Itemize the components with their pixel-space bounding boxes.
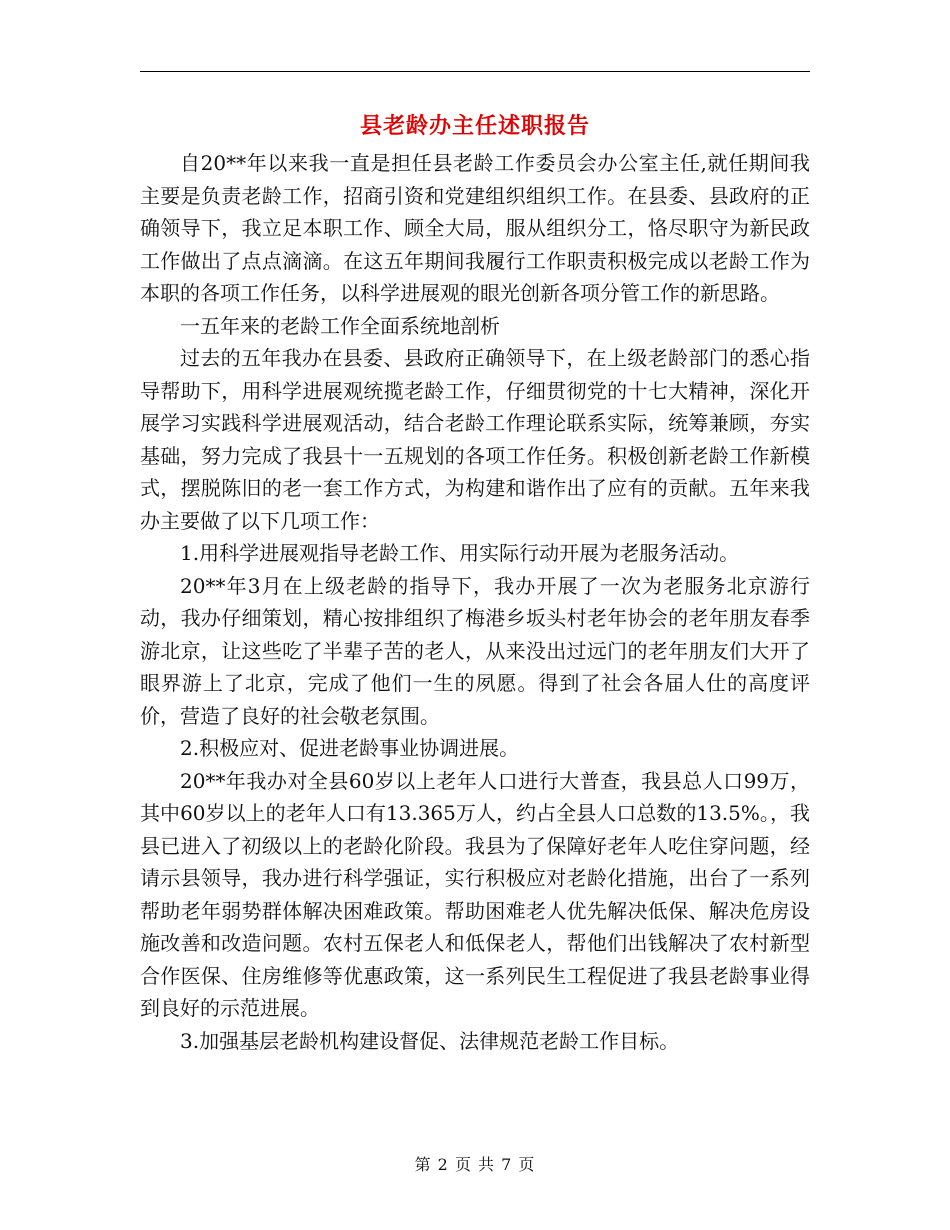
paragraph-item-2-heading: 2.积极应对、促进老龄事业协调进展。 xyxy=(180,736,520,760)
paragraph-item-1-heading: 1.用科学进展观指导老龄工作、用实际行动开展为老服务活动。 xyxy=(180,541,740,565)
document-body xyxy=(140,147,810,1057)
paragraph-item-3-heading: 3.加强基层老龄机构建设督促、法律规范老龄工作目标。 xyxy=(180,1028,680,1053)
paragraph-intro: 自20**年以来我一直是担任县老龄工作委员会办公室主任,就任期间我主要是负责老龄工作，招商引资和党建组织组织工作。在县委、县政府的正确领导下，我立足本职工作、顾全大局，服从组织分工，恪尽职守为新民政工作做出了点点滴滴。在这五年期间我履行工作职责积极完成以老龄工作为本职的各项工作任务，以科学进展观的眼光创新各项分管工作的新思路。 xyxy=(140,151,810,305)
paragraph-section-heading: 一五年来的老龄工作全面系统地剖析 xyxy=(180,313,500,338)
header-rule xyxy=(140,71,810,72)
document-title: 县老龄办主任述职报告 xyxy=(359,113,590,139)
paragraph-overview: 过去的五年我办在县委、县政府正确领导下，在上级老龄部门的悉心指导帮助下，用科学进展观统揽老龄工作，仔细贯彻党的十七大精神，深化开展学习实践科学进展观活动，结合老龄工作理论联系实际，统筹兼顾，夯实基础，努力完成了我县十一五规划的各项工作任务。积极创新老龄工作新模式，摆脱陈旧的老一套工作方式，为构建和谐作出了应有的贡献。五年来我办主要做了以下几项工作： xyxy=(140,346,810,533)
paragraph-item-2-body: 20**年我办对全县60岁以上老年人口进行大普查，我县总人口99万，其中60岁以上的老年人口有13.365万人，约占全县人口总数的13.5%。，我县已进入了初级以上的老龄化阶段。我县为了保障好老年人吃住穿问题，经请示县领导，我办进行科学强证，实行积极应对老龄化措施，出台了一系列帮助老年弱势群体解决困难政策。帮助困难老人优先解决低保、解决危房设施改善和改造问题。农村五保老人和低保老人，帮他们出钱解决了农村新型合作医保、住房维修等优惠政策，这一系列民生工程促进了我县老龄事业得到良好的示范进展。 xyxy=(140,768,810,1020)
paragraph-item-1-body: 20**年3月在上级老龄的指导下，我办开展了一次为老服务北京游行动，我办仔细策划，精心按排组织了梅港乡坂头村老年协会的老年朋友春季游北京，让这些吃了半辈子苦的老人，从来没出过远门的老年朋友们大开了眼界游上了北京，完成了他们一生的夙愿。得到了社会各届人仕的高度评价，营造了良好的社会敬老氛围。 xyxy=(140,573,810,728)
page-number: 第 2 页 共 7 页 xyxy=(414,1155,536,1174)
